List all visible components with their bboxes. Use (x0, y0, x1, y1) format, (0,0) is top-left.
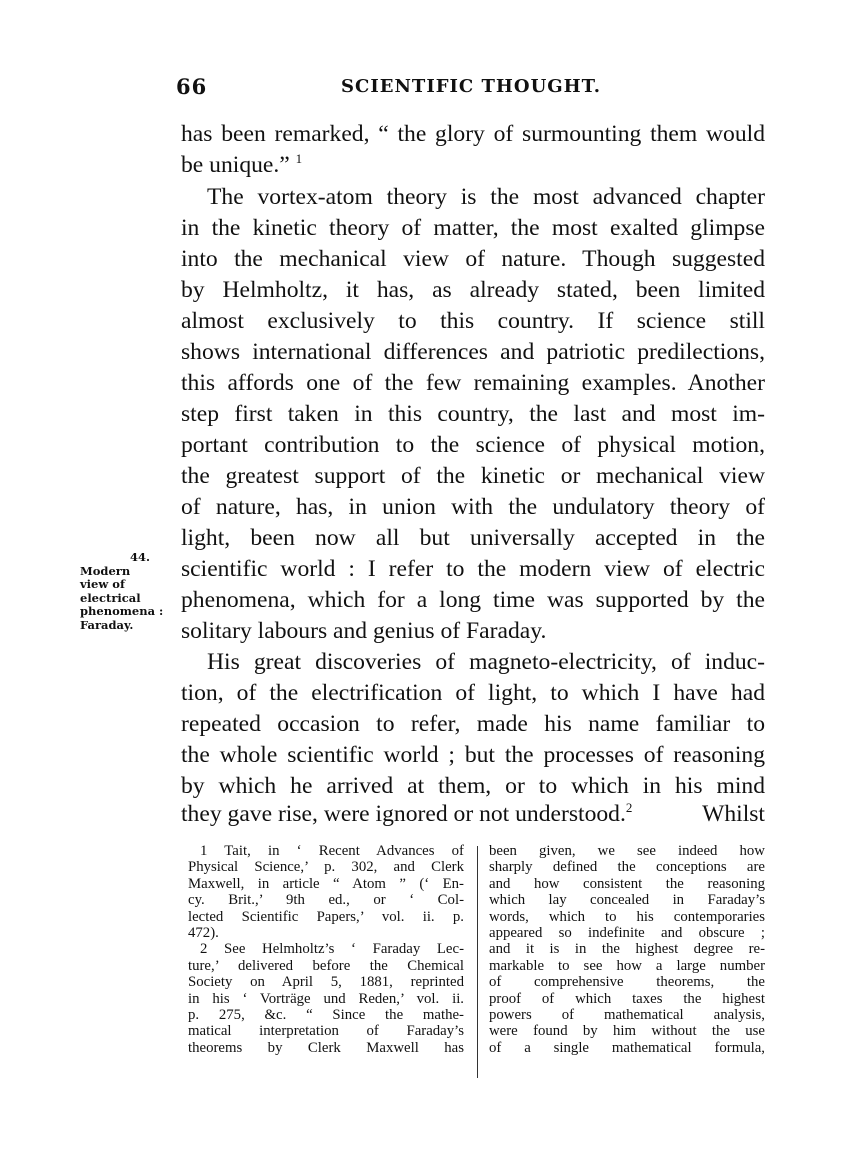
body-line: the greatest support of the kinetic or mechanical view (181, 463, 765, 489)
body-line (181, 799, 765, 830)
body-line: into the mechanical view of nature. Though suggested (181, 246, 765, 272)
footnote-line: powers of mathematical analysis, (489, 1006, 765, 1023)
body-line: shows international differences and patriotic predilections, (181, 339, 765, 365)
margin-note-line: electrical (80, 590, 141, 605)
body-line: almost exclusively to this country. If science still (181, 308, 765, 334)
footnote-ref: 2 (625, 800, 633, 816)
footnote-line: lected Scientific Papers,’ vol. ii. p. (188, 908, 464, 925)
footnote-line: proof of which taxes the highest (489, 990, 765, 1007)
footnote-line: words, which to his contemporaries (489, 908, 765, 925)
margin-note-line: view of (80, 577, 125, 591)
running-title: SCIENTIFIC THOUGHT. (341, 76, 602, 97)
footnote-line: Maxwell, in article “ Atom ” (‘ En- (188, 875, 464, 892)
body-line: has been remarked, “ the glory of surmounting them would (181, 121, 765, 147)
body-line: by Helmholtz, it has, as already stated, been limited (181, 277, 765, 303)
body-line: His great discoveries of magneto-electricity, of induc- (207, 649, 765, 675)
body-line: phenomena, which for a long time was supported by the (181, 587, 765, 613)
body-line-text: they gave rise, were ignored or not understood. (181, 801, 626, 827)
body-line: step first taken in this country, the last and most im- (181, 401, 765, 427)
footnote-line: and how consistent the reasoning (489, 875, 765, 892)
footnote-line: and it is in the highest degree re- (489, 941, 765, 958)
body-line: the whole scientific world ; but the processes of reasoning (181, 742, 765, 768)
body-line: portant contribution to the science of physical motion, (181, 432, 765, 458)
footnote-line: were found by him without the use (489, 1023, 765, 1040)
footnote-line: 1 Tait, in ‘ Recent Advances of (200, 843, 464, 859)
margin-note-line: phenomena : (80, 604, 164, 618)
footnote-line: 472). (188, 924, 219, 941)
footnote-line: markable to see how a large number (489, 957, 765, 974)
footnote-line: sharply defined the conceptions are (489, 859, 765, 876)
footnote-line: cy. Brit.,’ 9th ed., or ‘ Col- (188, 892, 464, 909)
footnote-line: of a single mathematical formula, (489, 1039, 765, 1056)
footnote-line: Physical Science,’ p. 302, and Clerk (188, 859, 464, 876)
body-line: tion, of the electrification of light, to which I have had (181, 680, 765, 706)
body-line: in the kinetic theory of matter, the most exalted glimpse (181, 215, 765, 241)
margin-note-number: 44. (129, 550, 150, 564)
footnote-line: in his ‘ Vorträge und Reden,’ vol. ii. (188, 990, 464, 1007)
footnotes-right-column (489, 843, 765, 1056)
footnote-line: of comprehensive theorems, the (489, 974, 765, 991)
footnote-line: which lay concealed in Faraday’s (489, 892, 765, 909)
footnote-line: matical interpretation of Faraday’s (188, 1023, 464, 1040)
page-number: 66 (176, 74, 208, 99)
body-line-end: Whilst (702, 801, 765, 827)
footnotes-left-column (188, 843, 464, 1056)
body-line (181, 150, 765, 181)
footnote-ref: 1 (295, 151, 303, 167)
body-line: solitary labours and genius of Faraday. (181, 618, 547, 644)
margin-note-line: Modern (80, 563, 131, 578)
body-line-text: be unique.” (181, 152, 290, 178)
body-line: scientific world : I refer to the modern view of electric (181, 556, 765, 582)
footnote-line: been given, we see indeed how (489, 843, 765, 859)
footnote-line: theorems by Clerk Maxwell has (188, 1039, 464, 1056)
body-line: by which he arrived at them, or to which in his mind (181, 773, 765, 799)
footnote-line: Society on April 5, 1881, reprinted (188, 974, 464, 991)
footnote-line: ture,’ delivered before the Chemical (188, 957, 464, 974)
margin-note-line: Faraday. (80, 617, 134, 632)
page-header (176, 70, 766, 100)
footnote-line: p. 275, &c. “ Since the mathe- (188, 1006, 464, 1023)
column-divider (477, 846, 478, 1078)
margin-note (80, 551, 180, 632)
body-line: repeated occasion to refer, made his name familiar to (181, 711, 765, 737)
body-line: light, been now all but universally accepted in the (181, 525, 765, 551)
body-line: this affords one of the few remaining examples. Another (181, 370, 765, 396)
body-line: of nature, has, in union with the undulatory theory of (181, 494, 765, 520)
body-line: The vortex-atom theory is the most advanced chapter (207, 184, 765, 210)
footnote-line: 2 See Helmholtz’s ‘ Faraday Lec- (200, 941, 464, 958)
footnote-line: appeared so indefinite and obscure ; (489, 924, 765, 941)
